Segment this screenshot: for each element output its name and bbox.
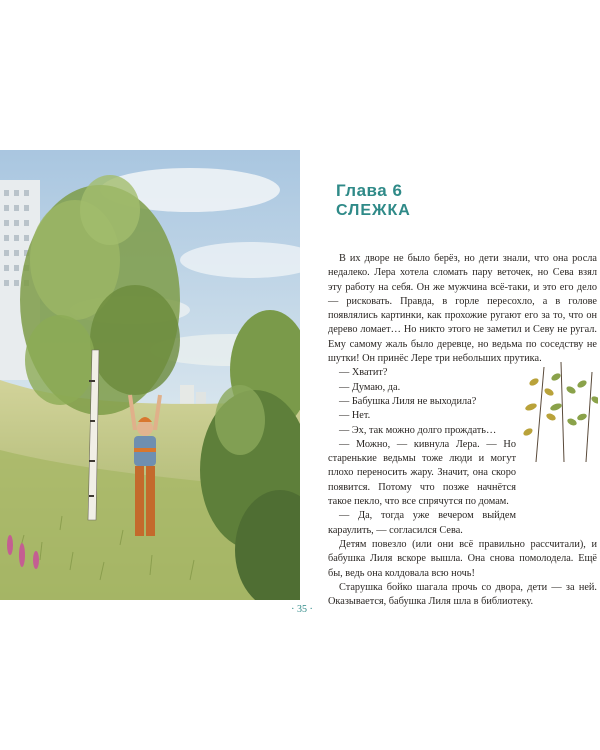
birch-tree-illustration xyxy=(0,150,300,600)
chapter-title: СЛЕЖКА xyxy=(336,202,411,219)
paragraph: — Думаю, да. xyxy=(339,381,401,393)
paragraph: Детям повезло (или они всё правильно рассчитали), и бабушка Лиля вскоре вышла. Она снова помолодела. Ещё бы, ведь она колдовала всю ночь! xyxy=(328,538,597,579)
illustration-canvas xyxy=(0,150,300,600)
paragraph: — Эх, так можно долго прождать… xyxy=(339,424,497,436)
birch-sprigs-icon xyxy=(516,362,598,464)
chapter-number: Глава 6 xyxy=(336,181,403,200)
paragraph: — Можно, — кивнула Лера. — Но старенькие ведьмы тоже люди и могут плохо переносить жару. Значит, она скоро появится. Потому что позже начнётся такое пекло, что все спрячутся по домам. xyxy=(328,438,516,508)
paragraph: В их дворе не было берёз, но дети знали, что она росла недалеко. Лера хотела сломать пару веточек, но Сева взял эту работу на себя. Он же мужчина всё-таки, и это его дело — рисковать. Правда, в горле пересохло, а в голове появлялись картинки, как прохожие ругают его за то, что он дерево ломает… Но никто этого не заметил и Севу не ругал. Ему самому жаль было деревце, но ведьма по соседству не шутки! Он принёс Лере три небольших прутика. xyxy=(328,253,597,365)
paragraph: Старушка бойко шагала прочь со двора, дети — за ней. Оказывается, бабушка Лиля шла в библиотеку. xyxy=(328,581,597,608)
paragraph: — Хватит? xyxy=(339,367,388,379)
paragraph: — Да, тогда уже вечером выйдем караулить, — согласился Сева. xyxy=(328,510,516,536)
paragraph: — Нет. xyxy=(339,410,371,422)
page-number: · 35 · xyxy=(291,604,313,615)
paragraph: — Бабушка Лиля не выходила? xyxy=(339,395,477,407)
